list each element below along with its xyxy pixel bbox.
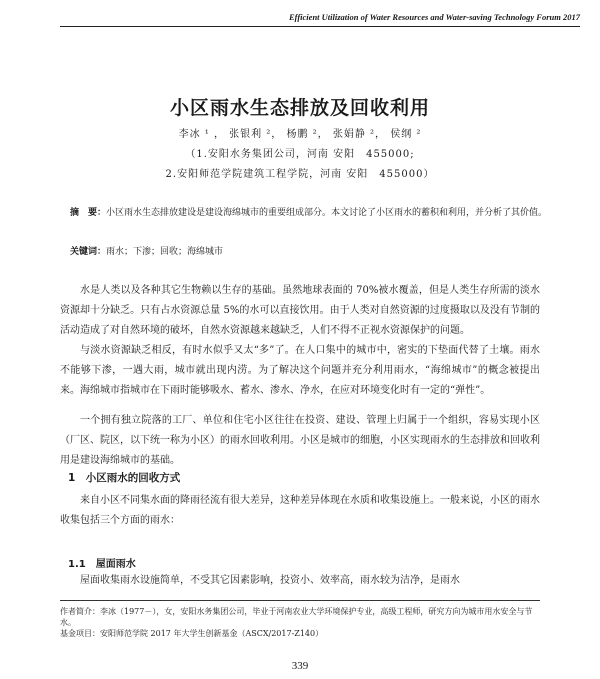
section-heading-1: 1 小区雨水的回收方式: [68, 472, 181, 484]
keywords: [70, 244, 550, 257]
keywords-label: 关键词：: [70, 247, 107, 257]
page-number: 339: [291, 660, 309, 672]
paper-title: 小区雨水生态排放及回收利用: [169, 97, 430, 119]
paragraph-1: 水是人类以及各种其它生物赖以生存的基础。虽然地球表面的 70%被水覆盖，但是人类生存所需的淡水资源却十分缺乏。只有占水资源总量 5%的水可以直接饮用。由于人类对自然资源的过度摄取以及没有节制的活动造成了对自然环境的破坏，自然水资源越来越缺乏，人们不得不正视水资源保护的问题。: [60, 285, 540, 336]
author-list: 李冰 ¹ ， 张银利 ²， 杨鹏 ²， 张娟静 ²， 侯纲 ²: [178, 129, 422, 140]
abstract-label: 摘 要：: [70, 208, 107, 218]
author-note: 作者简介：李冰（1977－），女，安阳水务集团公司，毕业于河南农业大学环境保护专业，高级工程师，研究方向为城市用水安全与节水。: [60, 607, 533, 627]
fund-note: 基金项目：安阳师范学院 2017 年大学生创新基金（ASCX/2017-Z140）: [60, 629, 324, 638]
abstract-text: 小区雨水生态排放建设是建设海绵城市的重要组成部分。本文讨论了小区雨水的蓄积和利用，并分析了其价值。: [106, 208, 548, 218]
affiliation-1: （1.安阳水务集团公司，河南 安阳 455000;: [185, 149, 415, 160]
paragraph-4: 来自小区不同集水面的降雨径流有很大差异，这种差异体现在水质和收集设施上。一般来说，小区的雨水收集包括三个方面的雨水：: [60, 495, 540, 526]
footnote-divider: [60, 600, 540, 601]
paragraph-5: 屋面收集雨水设施简单，不受其它因素影响，投资小、效率高，雨水较为洁净，是雨水: [80, 575, 460, 586]
affiliation-2: 2.安阳师范学院建筑工程学院，河南 安阳 455000）: [165, 169, 435, 180]
abstract: [70, 203, 550, 223]
paragraph-2: 与淡水资源缺乏相反，有时水似乎又太“多”了。在人口集中的城市中，密实的下垫面代替了土壤。雨水不能够下渗，一遇大雨，城市就出现内涝。为了解决这个问题并充分利用雨水，“海绵城市”的概念被提出来。海绵城市指城市在下雨时能够吸水、蓄水、渗水、净水，在应对环境变化时有一定的“弹性”。: [60, 345, 540, 396]
footnotes: [60, 606, 540, 639]
paragraph-3: 一个拥有独立院落的工厂、单位和住宅小区往往在投资、建设、管理上归属于一个组织，容易实现小区（厂区、院区，以下统一称为小区）的雨水回收利用。小区是城市的细胞，小区实现雨水的生态排放和回收利用是建设海绵城市的基础。: [60, 415, 540, 466]
keywords-text: 雨水；下渗；回收；海绵城市: [106, 247, 224, 257]
header-rule: [60, 26, 580, 27]
running-header: Efficient Utilization of Water Resources and Water-saving Technology Forum 2017: [289, 12, 580, 22]
section-heading-1-1: 1.1 屋面雨水: [68, 559, 136, 570]
